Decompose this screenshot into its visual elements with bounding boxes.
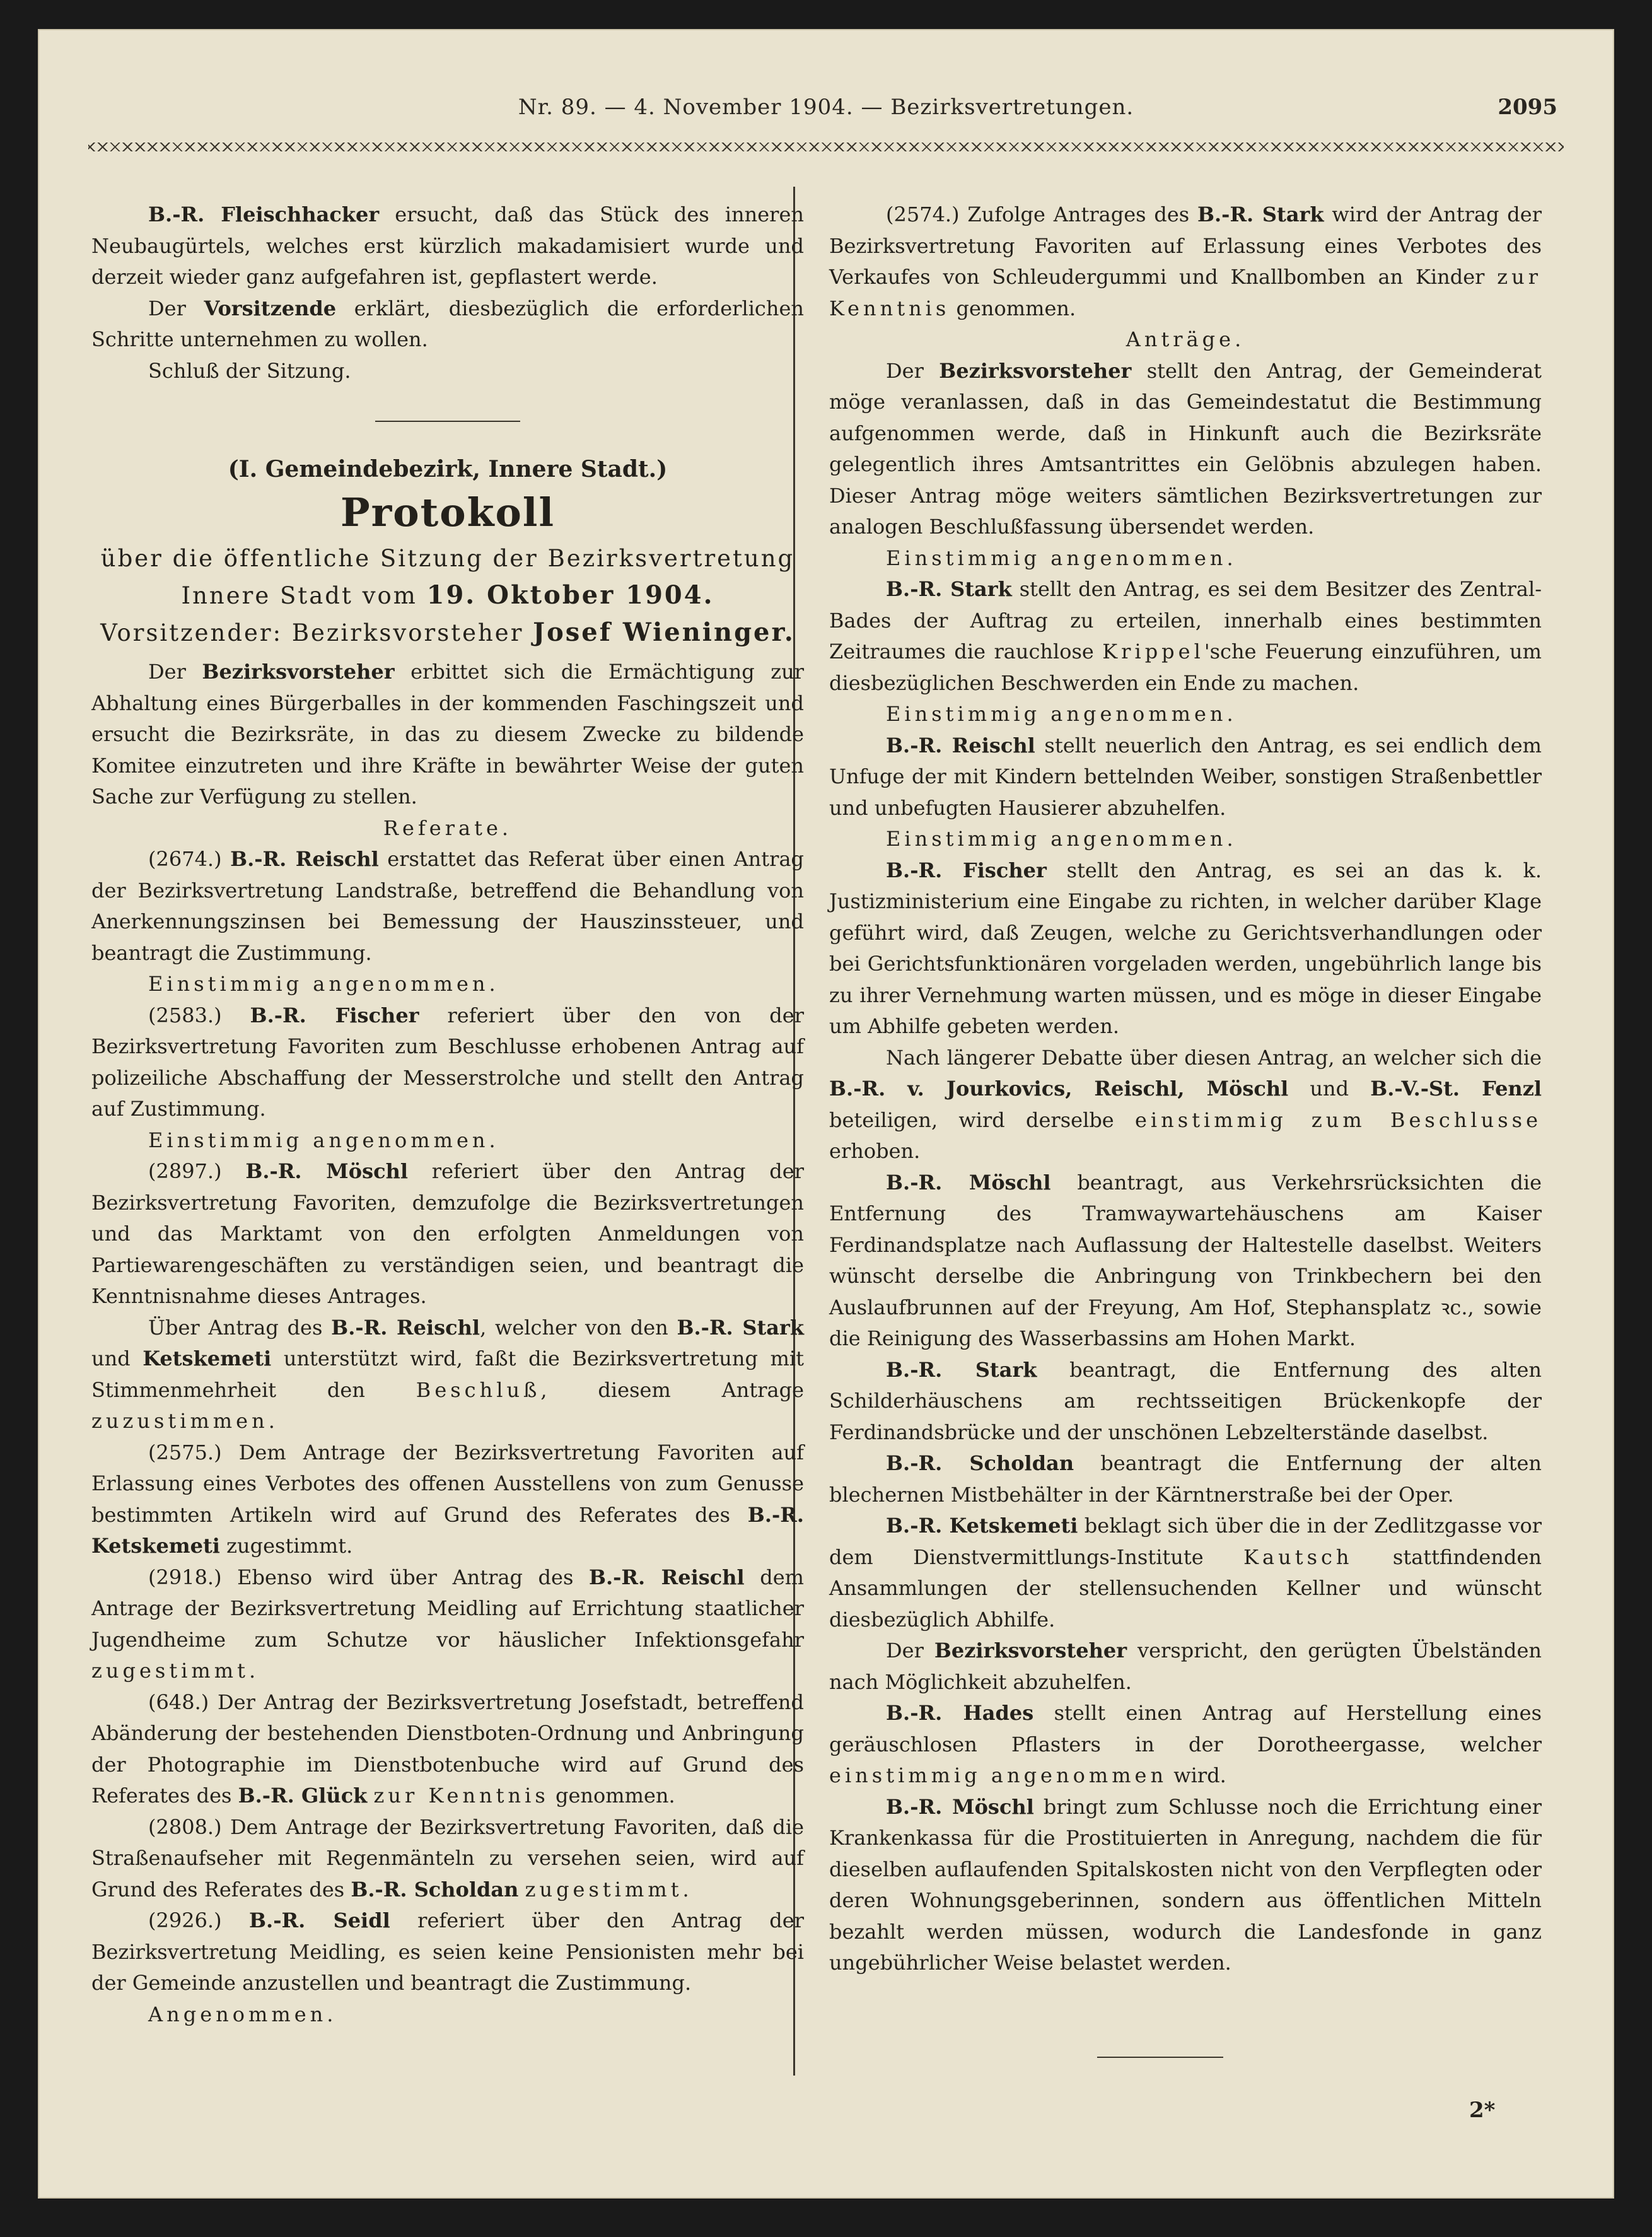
spaced-text: Kautsch <box>1243 1545 1353 1569</box>
paragraph <box>829 199 1542 324</box>
paragraph <box>829 1448 1542 1510</box>
paragraph-text: referiert über den Antrag der Bezirksvertretung Favoriten, demzufolge die Bezirksvertretungen und das Marktamt von den erfolgten Anmeldungen von Partiewarengeschäften zu verständigen seien, und beantragt die Kenntnisnahme dieses Antrages. <box>91 1159 805 1308</box>
paragraph-text: beantragt, aus Verkehrsrücksichten die Entfernung des Tramwaywartehäuschens am Kaiser Ferdinandsplatze nach Auflassung der Haltestelle daselbst. Weiters wünscht derselbe die Anbringung von Trinkbechern bei den Auslaufbrunnen auf der Freyung, Am Hof, Stephansplatz ꝛc., sowie die Reinigung des Wasserbassins am Hohen Markt. <box>829 1170 1542 1350</box>
paragraph-text: erstattet das Referat über einen Antrag der Bezirksvertretung Landstraße, betreffend die Behandlung von Anerkennungszinsen bei Bemessung der Hauszinssteuer, und beantragt die Zustimmung. <box>91 847 805 965</box>
paragraph <box>829 574 1542 699</box>
paragraph <box>829 1043 1542 1167</box>
speaker-name: B.-R. Hades <box>886 1701 1034 1725</box>
paragraph-text: stattfindenden Ansammlungen der stellensuchenden Kellner und wünscht diesbezüglich Abhilfe. <box>829 1545 1542 1632</box>
paragraph-text: wird. <box>1167 1763 1226 1787</box>
speaker-name: B.-R. Möschl <box>886 1170 1051 1194</box>
spaced-text: zugestimmt. <box>525 1877 693 1901</box>
paragraph-text: (2808.) Dem Antrage der Bezirksvertretung Favoriten, daß die Straßenaufseher mit Regenmänteln zu versehen seien, wird auf Grund des Referates des <box>91 1814 804 1901</box>
page-number: 2095 <box>1498 95 1557 120</box>
item-number: (2897.) <box>148 1159 246 1183</box>
paragraph-text: dem Antrage der Bezirksvertretung Meidling auf Errichtung staatlicher Jugendheime zum Schutze vor häuslicher Infektionsgefahr <box>91 1565 805 1652</box>
paragraph <box>91 1312 804 1437</box>
paragraph-text: (2575.) Dem Antrage der Bezirksvertretung Favoriten auf Erlassung eines Verbotes des offenen Ausstellens von zum Genusse bestimmten Artikeln wird auf Grund des Referates des <box>91 1440 804 1527</box>
paragraph-text: stellt den Antrag, der Gemeinderat möge veranlassen, daß in das Gemeindestatut die Bestimmung aufgenommen werde, daß in Hinkunft auch die Bezirksräte gelegentlich ihres Amtsantrittes ein Gelöbnis abzulegen haben. Dieser Antrag möge weiters sämtlichen Bezirksvertretungen zur analogen Beschlußfassung übersendet werden. <box>829 358 1542 539</box>
speaker-name: B.-R. Reischl <box>886 733 1035 757</box>
paragraph <box>829 356 1542 543</box>
spaced-text: zur Kenntnis <box>373 1784 549 1808</box>
paragraph <box>91 1156 804 1312</box>
resolution: Einstimmig angenommen. <box>148 1128 499 1152</box>
paragraph-text: ersucht, daß das Stück des inneren Neubaugürtels, welches erst kürzlich makadamisiert wurde und derzeit wieder ganz aufgefahren ist, gepflastert werde. <box>91 202 805 289</box>
section-heading-antraege: Anträge. <box>1126 327 1245 351</box>
header-wavy-rule <box>88 143 1564 151</box>
paragraph-text: referiert über den Antrag der Bezirksvertretung Meidling, es seien keine Pensionisten mehr bei der Gemeinde anzustellen und beantragt die Zustimmung. <box>91 1908 805 1995</box>
paragraph <box>91 199 804 293</box>
subtitle-text: über die öffentliche Sitzung der Bezirksvertretung <box>100 545 795 572</box>
paragraph-text: verspricht, den gerügten Übelständen nach Möglichkeit abzuhelfen. <box>829 1638 1542 1694</box>
resolution: Einstimmig angenommen. <box>148 972 499 996</box>
paragraph <box>91 293 804 356</box>
paragraph <box>91 1562 804 1687</box>
speaker-name: B.-R. Fischer <box>250 1003 419 1027</box>
paragraph <box>91 1437 804 1562</box>
paragraph-text: Der <box>148 296 204 320</box>
protocol-subtitle <box>91 540 804 577</box>
spaced-text: zur Kenntnis <box>829 265 1542 320</box>
speaker-name: B.-R. Stark <box>1197 202 1324 226</box>
protocol-title: Protokoll <box>340 489 556 535</box>
speaker-name: B.-R. Reischl <box>588 1565 745 1589</box>
speaker-name: B.-R. Stark <box>677 1315 805 1340</box>
paragraph-text: referiert über den von der Bezirksvertretung Favoriten zum Beschlusse erhobenen Antrag auf polizeiliche Abschaffung der Messerstrolche und stellt den Antrag auf Zustimmung. <box>91 1003 805 1121</box>
paragraph-text: (2918.) Ebenso wird über Antrag des <box>148 1565 589 1589</box>
paragraph-text: Der <box>886 358 939 383</box>
speaker-name: B.-R. Möschl <box>245 1159 408 1183</box>
paragraph-text: , diesem Antrage <box>540 1377 805 1402</box>
speaker-name: B.-R. Stark <box>886 577 1012 601</box>
paragraph-text: stellt einen Antrag auf Herstellung eines geräuschlosen Pflasters in der Dorotheergasse, welcher <box>829 1701 1542 1756</box>
paragraph-text: , welcher von den <box>480 1315 677 1340</box>
paragraph-text: genommen. <box>549 1784 675 1808</box>
paragraph <box>829 1698 1542 1792</box>
speaker-name: Bezirksvorsteher <box>934 1638 1127 1662</box>
chairman-label: Vorsitzender: Bezirksvorsteher <box>100 619 533 646</box>
paragraph-text: bringt zum Schlusse noch die Errichtung einer Krankenkassa für die Prostituierten in Anregung, nachdem die für dieselben auflaufenden Spitalskosten nicht von den Verpflegten oder deren Wohnungsgeberinnen, sondern aus öffentlichen Mitteln bezahlt werden müssen, wodurch die Landesfonde in ganz ungebührlicher Weise belastet werden. <box>829 1794 1542 1975</box>
signature-mark: 2* <box>1469 2098 1496 2123</box>
page-header <box>95 86 1557 130</box>
speaker-name: B.-R. Fleischhacker <box>148 202 380 226</box>
session-date: 19. Oktober 1904. <box>426 580 714 610</box>
paragraph-text: wird der Antrag der Bezirksvertretung Favoriten auf Erlassung eines Verbotes des Verkaufes von Schleudergummi und Knallbomben an Kinder <box>829 202 1542 289</box>
paragraph-text: stellt den Antrag, es sei dem Besitzer des Zentral-Bades der Auftrag zu erteilen, innerhalb eines bestimmten Zeitraumes die rauchlose <box>829 577 1542 663</box>
spaced-text: Beschluß <box>416 1377 541 1402</box>
resolution: Einstimmig angenommen. <box>886 702 1237 726</box>
paragraph-text: stellt neuerlich den Antrag, es sei endlich dem Unfuge der mit Kindern bettelnden Weiber, sonstigen Straßenbettler und unbefugten Hausierer abzuhelfen. <box>829 733 1542 820</box>
item-number: (2674.) <box>148 847 231 871</box>
subtitle-text: Innere Stadt vom <box>181 582 427 609</box>
paragraph <box>829 1792 1542 1979</box>
paragraph-text: zugestimmt. <box>219 1534 353 1558</box>
speaker-name: Bezirksvorsteher <box>202 660 395 684</box>
paragraph <box>829 1167 1542 1355</box>
right-column <box>829 199 1542 1979</box>
paragraph-text <box>518 1878 525 1901</box>
speaker-name: Bezirksvorsteher <box>939 358 1132 383</box>
paragraph <box>829 730 1542 824</box>
paragraph <box>91 657 804 813</box>
paragraph <box>91 1812 804 1906</box>
speaker-name: B.-R. Seidl <box>249 1908 390 1932</box>
section-heading-referate: Referate. <box>383 815 513 840</box>
speaker-name: B.-R. Reischl <box>230 847 379 871</box>
spaced-text: Krippel <box>1102 640 1204 663</box>
speaker-name: B.-V.-St. Fenzl <box>1370 1077 1542 1101</box>
paragraph-text: beantragt die Entfernung der alten blechernen Mistbehälter in der Kärntnerstraße bei der Oper. <box>829 1451 1542 1507</box>
spaced-text: einstimmig angenommen <box>829 1763 1168 1787</box>
paragraph-text: beteiligen, wird derselbe <box>829 1107 1135 1132</box>
paragraph-text: Über Antrag des <box>148 1315 332 1340</box>
end-rule <box>1097 2057 1223 2058</box>
running-title: Nr. 89. — 4. November 1904. — Bezirksvertretungen. <box>518 95 1134 120</box>
spaced-text: zugestimmt. <box>91 1659 260 1683</box>
spaced-text: einstimmig zum Beschlusse <box>1134 1107 1542 1132</box>
resolution: Einstimmig angenommen. <box>886 827 1237 851</box>
protocol-date <box>91 577 804 614</box>
paragraph-text: (648.) Der Antrag der Bezirksvertretung Josefstadt, betreffend Abänderung der bestehenden Dienstboten-Ordnung und Anbringung der Photographie im Dienstbotenbuche wird auf Grund des Referates des <box>91 1690 804 1808</box>
paragraph-text: Nach längerer Debatte über diesen Antrag, an welcher sich die <box>886 1045 1542 1070</box>
paragraph <box>91 1687 804 1812</box>
paragraph <box>91 1000 804 1125</box>
resolution: Einstimmig angenommen. <box>886 546 1237 570</box>
paragraph-text <box>367 1784 373 1808</box>
item-number: (2926.) <box>148 1908 249 1932</box>
paragraph <box>829 1635 1542 1698</box>
paragraph <box>91 1905 804 1999</box>
paragraph <box>91 844 804 969</box>
item-number: (2583.) <box>148 1003 250 1027</box>
speaker-name: B.-R. Ketskemeti <box>91 1502 804 1558</box>
speaker-name: B.-R. Möschl <box>886 1794 1034 1819</box>
paragraph-text: Schluß der Sitzung. <box>148 358 351 383</box>
paragraph <box>829 1510 1542 1635</box>
paragraph-text: genommen. <box>950 296 1076 320</box>
paragraph-text: Der <box>148 660 202 684</box>
newspaper-page <box>38 29 1614 2199</box>
paragraph <box>829 1355 1542 1449</box>
paragraph-text: 'sche Feuerung einzuführen, um diesbezüglichen Beschwerden ein Ende zu machen. <box>829 640 1542 695</box>
paragraph-text: stellt den Antrag, es sei an das k. k. Justizministerium eine Eingabe zu richten, in welcher darüber Klage geführt wird, daß Zeugen, welche zu Gerichtsverhandlungen oder bei Gerichtsfunktionären vorgeladen werden, ungebührlich lange bis zu ihrer Vernehmung warten müssen, und es möge in dieser Eingabe um Abhilfe gebeten werden. <box>829 858 1542 1038</box>
speaker-name: Ketskemeti <box>143 1346 272 1370</box>
speaker-name: Vorsitzende <box>204 296 337 320</box>
speaker-name: B.-R. Reischl <box>331 1315 480 1340</box>
spaced-text: zuzustimmen. <box>91 1409 279 1433</box>
resolution: Angenommen. <box>148 2002 337 2026</box>
chairman-name: Josef Wieninger. <box>533 617 795 647</box>
speaker-name: B.-R. Fischer <box>886 858 1047 882</box>
left-column <box>91 199 804 2030</box>
chairman-line <box>91 614 804 651</box>
speaker-name: B.-R. Scholdan <box>886 1451 1074 1475</box>
paragraph <box>829 855 1542 1043</box>
district-heading: (I. Gemeindebezirk, Innere Stadt.) <box>228 456 668 482</box>
speaker-name: B.-R. Ketskemeti <box>886 1514 1078 1538</box>
paragraph-text: beantragt, die Entfernung des alten Schilderhäuschens am rechtsseitigen Brückenkopfe der Ferdinandsbrücke und der unschönen Lebzelterstände daselbst. <box>829 1357 1542 1444</box>
speaker-name: B.-R. v. Jourkovics, Reischl, Möschl <box>829 1077 1289 1101</box>
speaker-name: B.-R. Stark <box>886 1357 1037 1382</box>
paragraph-text: (2574.) Zufolge Antrages des <box>886 202 1197 226</box>
speaker-name: B.-R. Scholdan <box>351 1877 519 1901</box>
paragraph-text: erhoben. <box>829 1139 921 1163</box>
paragraph-text: erbittet sich die Ermächtigung zur Abhaltung eines Bürgerballes in der kommenden Faschingszeit und ersucht die Bezirksräte, in das zu diesem Zwecke zu bildende Komitee einzutreten und ihre Kräfte in bewährter Weise der guten Sache zur Verfügung zu stellen. <box>91 660 805 809</box>
paragraph <box>91 356 804 387</box>
paragraph-text: und <box>91 1346 143 1370</box>
section-rule <box>375 421 520 422</box>
paragraph-text: und <box>1288 1077 1371 1101</box>
speaker-name: B.-R. Glück <box>238 1784 368 1808</box>
paragraph-text: beklagt sich über die in der Zedlitzgasse vor dem Dienstvermittlungs-Institute <box>829 1514 1542 1569</box>
paragraph-text: Der <box>886 1638 934 1662</box>
paragraph-text: unterstützt wird, faßt die Bezirksvertretung mit Stimmenmehrheit den <box>91 1346 805 1402</box>
paragraph-text: erklärt, diesbezüglich die erforderlichen Schritte unternehmen zu wollen. <box>91 296 805 351</box>
